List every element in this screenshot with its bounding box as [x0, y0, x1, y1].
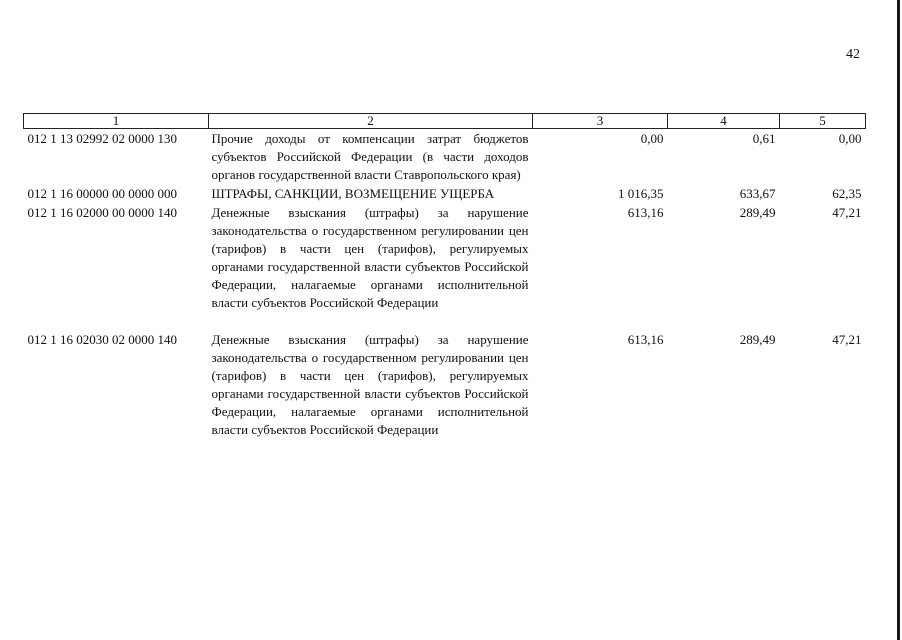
header-row	[24, 114, 866, 129]
table-row	[24, 330, 866, 439]
row-value-4: 289,49	[739, 332, 776, 347]
row-name: ШТРАФЫ, САНКЦИИ, ВОЗМЕЩЕНИЕ УЩЕРБА	[211, 186, 495, 201]
row-value-4: 633,67	[739, 186, 776, 201]
table-row	[24, 129, 866, 185]
row-value-5: 62,35	[832, 186, 862, 201]
row-value-5: 0,00	[838, 131, 862, 146]
row-value-4: 289,49	[739, 205, 776, 220]
budget-table	[23, 113, 866, 439]
row-name: Денежные взыскания (штрафы) за нарушение законодательства о государственном регулировании цен (тарифов) в части цен (тарифов), регулируемых органами государственной власти субъектов Российской Федерации, налагаемые органами исполнительной власти субъектов Российской Федерации	[211, 205, 529, 310]
row-value-5: 47,21	[832, 205, 862, 220]
header-col-1: 1	[24, 114, 209, 129]
row-code: 012 1 16 02030 02 0000 140	[27, 332, 177, 347]
row-value-4: 0,61	[752, 131, 776, 146]
row-code: 012 1 16 00000 00 0000 000	[27, 186, 177, 201]
table-row	[24, 203, 866, 330]
header-col-5: 5	[780, 114, 866, 129]
row-value-3: 0,00	[640, 131, 664, 146]
row-name: Денежные взыскания (штрафы) за нарушение законодательства о государственном регулировании цен (тарифов) в части цен (тарифов), регулируемых органами государственной власти субъектов Российской Федерации, налагаемые органами исполнительной власти субъектов Российской Федерации	[211, 332, 529, 437]
row-value-3: 1 016,35	[618, 186, 664, 201]
table-row	[24, 184, 866, 203]
row-value-3: 613,16	[627, 332, 664, 347]
header-col-2: 2	[209, 114, 533, 129]
page-edge-border	[897, 0, 900, 640]
row-value-5: 47,21	[832, 332, 862, 347]
row-value-3: 613,16	[627, 205, 664, 220]
row-code: 012 1 16 02000 00 0000 140	[27, 205, 177, 220]
row-name: Прочие доходы от компенсации затрат бюджетов субъектов Российской Федерации (в части доходов органов государственной власти Ставропольского края)	[211, 131, 529, 182]
header-col-3: 3	[533, 114, 668, 129]
row-code: 012 1 13 02992 02 0000 130	[27, 131, 177, 146]
header-col-4: 4	[668, 114, 780, 129]
page-number: 42	[846, 47, 860, 62]
